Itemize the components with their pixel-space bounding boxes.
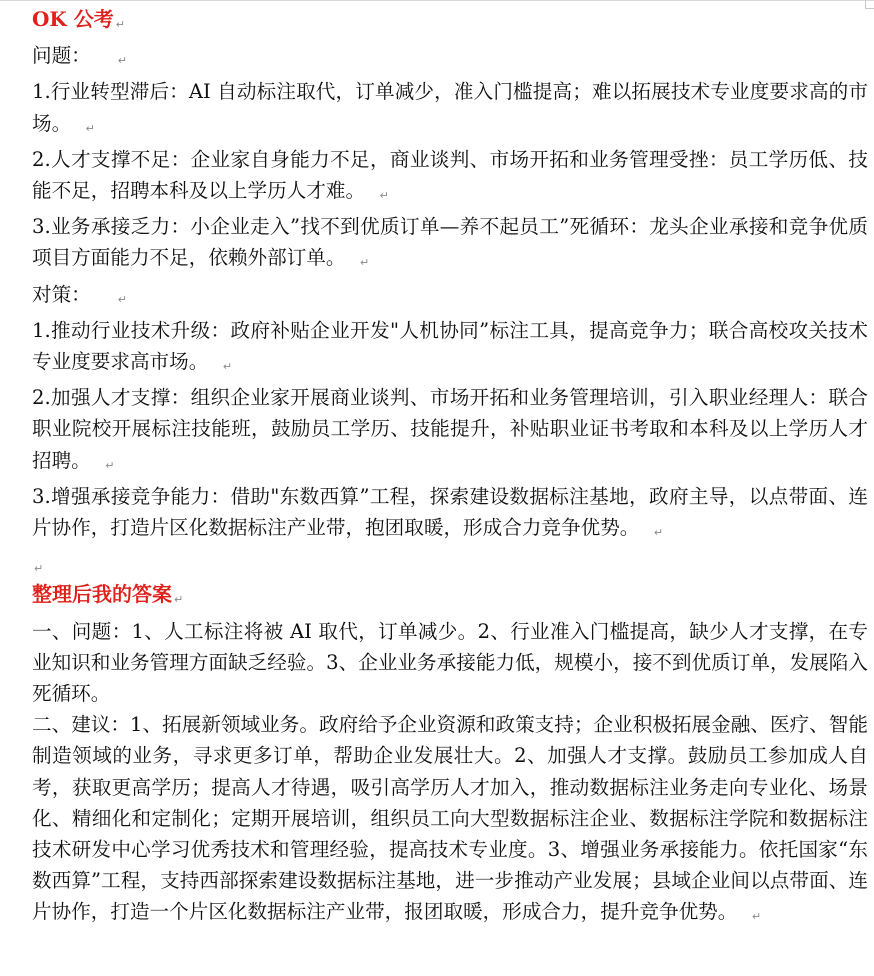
paragraph-measures-label xyxy=(32,279,868,315)
paragraph-mark-icon: ↵ xyxy=(115,18,125,31)
paragraph-text: 二、建议：1、拓展新领域业务。政府给予企业资源和政策支持；企业积极拓展金融、医疗、智能制造领域的业务，寻求更多订单，帮助企业发展壮大。2、加强人才支撑。鼓励员工参加成人自考，获取更高学历；提高人才待遇，吸引高学历人才加入，推动数据标注业务走向专业化、场景化、精细化和定制化；定期开展培训，组织员工向大型数据标注企业、数据标注学院和数据标注技术研发中心学习优秀技术和管理经验，提高技术专业度。3、增强业务承接能力。依托国家“东数西算”工程，支持西部探索建设数据标注基地，进一步推动产业发展；县域企业间以点带面、连片协作，打造一个片区化数据标注产业带，报团取暖，形成合力，提升竞争优势。 xyxy=(32,713,868,924)
paragraph-measure-2 xyxy=(32,382,868,481)
answer-paragraph-suggestions xyxy=(32,709,868,932)
paragraph-mark-icon: ↵ xyxy=(85,121,95,135)
empty-paragraph xyxy=(32,548,868,579)
answer-heading-line xyxy=(32,579,868,615)
answer-paragraph-problems xyxy=(32,616,868,710)
paragraph-mark-icon: ↵ xyxy=(117,292,127,306)
paragraph-measure-1 xyxy=(32,315,868,382)
paragraph-mark-icon: ↵ xyxy=(359,256,370,270)
paragraph-problem-3 xyxy=(32,211,868,278)
paragraph-problem-2 xyxy=(32,144,868,211)
document-title: OK 公考 xyxy=(32,7,114,31)
answer-heading: 整理后我的答案 xyxy=(32,582,172,607)
paragraph-mark-icon: ↵ xyxy=(174,593,184,607)
paragraph-text: 1.行业转型滞后：AI 自动标注取代，订单减少，准入门槛提高；难以拓展技术专业度要求高的市场。 xyxy=(32,80,868,135)
paragraph-text: 一、问题：1、人工标注将被 AI 取代，订单减少。2、行业准入门槛提高，缺少人才支撑，在专业知识和业务管理方面缺乏经验。3、企业业务承接能力低，规模小，接不到优质订单，发展陷入死循环。 xyxy=(32,619,868,706)
paragraph-text: 2.加强人才支撑：组织企业家开展商业谈判、市场开拓和业务管理培训，引入职业经理人：联合职业院校开展标注技能班，鼓励员工学历、技能提升，补贴职业证书考取和本科及以上学历人才招聘。 xyxy=(32,386,868,472)
paragraph-text: 3.增强承接竞争能力：借助"东数西算”工程，探索建设数据标注基地，政府主导，以点带面、连片协作，打造片区化数据标注产业带，抱团取暖，形成合力竞争优势。 xyxy=(32,484,868,540)
paragraph-text: 1.推动行业技术升级：政府补贴企业开发"人机协同”标注工具，提高竞争力；联合高校攻关技术专业度要求高市场。 xyxy=(32,318,868,374)
paragraph-mark-icon: ↵ xyxy=(751,910,762,924)
paragraph-mark-icon: ↵ xyxy=(105,458,115,472)
paragraph-text: 对策： xyxy=(32,282,91,306)
page-top-border xyxy=(0,0,874,1)
paragraph-mark-icon: ↵ xyxy=(34,562,44,576)
paragraph-problem-1 xyxy=(32,76,868,143)
paragraph-mark-icon: ↵ xyxy=(222,360,233,374)
paragraph-mark-icon: ↵ xyxy=(653,526,664,540)
paragraph-text: 2.人才支撑不足：企业家自身能力不足，商业谈判、市场开拓和业务管理受挫：员工学历低、技能不足，招聘本科及以上学历人才难。 xyxy=(32,147,868,203)
paragraph-measure-3 xyxy=(32,481,868,548)
paragraph-mark-icon: ↵ xyxy=(117,54,127,68)
paragraph-mark-icon: ↵ xyxy=(379,189,389,203)
paragraph-text: 3.业务承接乏力：小企业走入”找不到优质订单—养不起员工”死循环：龙头企业承接和竞争优质项目方面能力不足，依赖外部订单。 xyxy=(32,215,868,270)
paragraph-text: 问题： xyxy=(32,44,91,68)
title-line xyxy=(32,4,868,40)
document-body[interactable] xyxy=(32,4,868,933)
paragraph-problems-label xyxy=(32,40,868,76)
